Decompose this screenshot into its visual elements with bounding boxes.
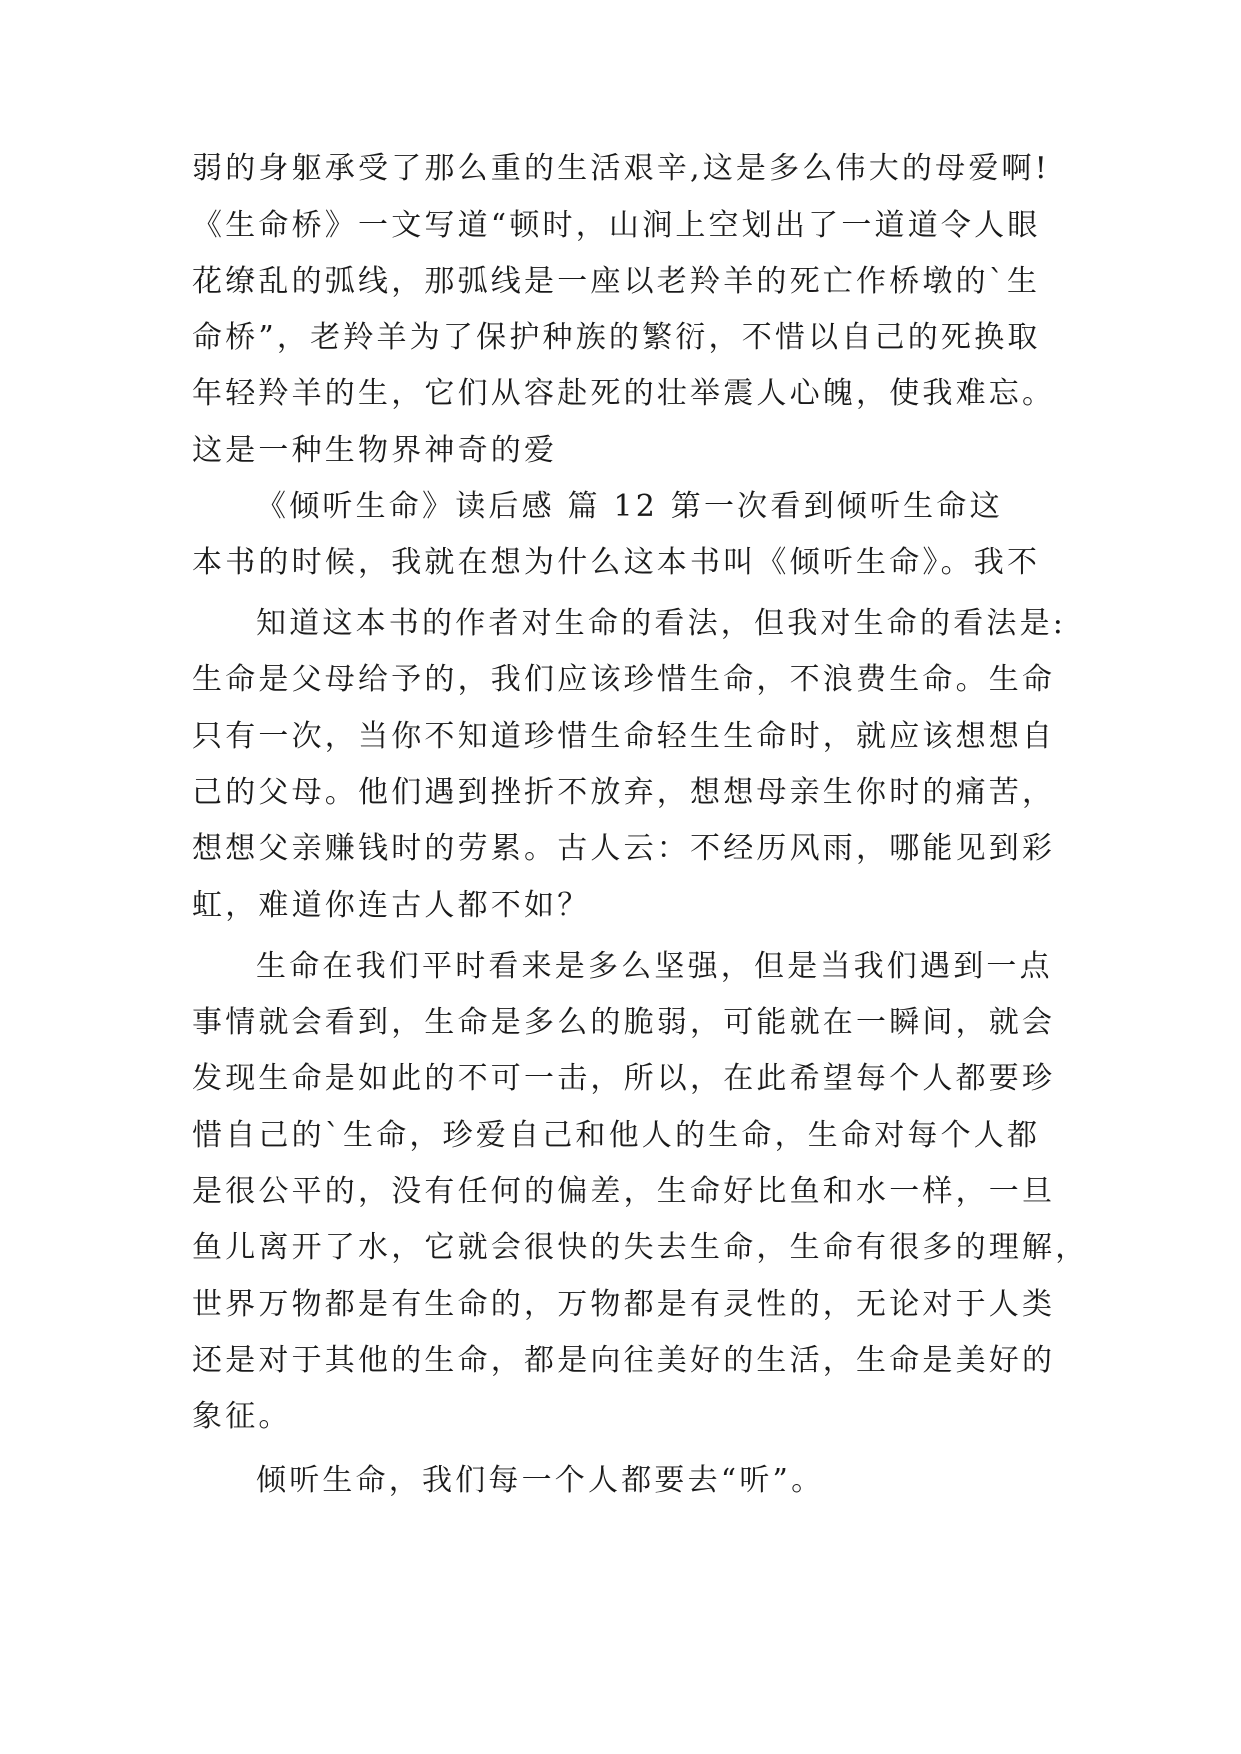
text-line: 惜自己的`生命，珍爱自己和他人的生命，生命对每个人都	[192, 1118, 1041, 1153]
text-line: 这是一种生物界神奇的爱	[192, 433, 558, 468]
text-line: 年轻羚羊的生，它们从容赴死的壮举震人心魄，使我难忘。	[192, 376, 1056, 411]
text-line: 还是对于其他的生命，都是向往美好的生活，生命是美好的	[192, 1343, 1056, 1378]
text-line: 己的父母。他们遇到挫折不放弃，想想母亲生你时的痛苦，	[192, 775, 1056, 810]
text-line: 知道这本书的作者对生命的看法，但我对生命的看法是:	[256, 606, 1067, 641]
text-line: 象征。	[192, 1399, 292, 1434]
text-line: 只有一次，当你不知道珍惜生命轻生生命时，就应该想想自	[192, 719, 1056, 754]
text-line: 想想父亲赚钱时的劳累。古人云：不经历风雨，哪能见到彩	[192, 831, 1056, 866]
text-line: 花缭乱的弧线，那弧线是一座以老羚羊的死亡作桥墩的`生	[192, 264, 1041, 299]
text-line: 事情就会看到，生命是多么的脆弱，可能就在一瞬间，就会	[192, 1005, 1056, 1040]
text-line: 是很公平的，没有任何的偏差，生命好比鱼和水一样，一旦	[192, 1174, 1056, 1209]
text-line: 鱼儿离开了水，它就会很快的失去生命，生命有很多的理解，	[192, 1230, 1089, 1265]
text-line: 本书的时候，我就在想为什么这本书叫《倾听生命》。我不	[192, 545, 1041, 580]
text-line: 世界万物都是有生命的，万物都是有灵性的，无论对于人类	[192, 1287, 1056, 1322]
text-line: 命桥”，老羚羊为了保护种族的繁衍，不惜以自己的死换取	[192, 320, 1041, 355]
text-line: 倾听生命，我们每一个人都要去“听”。	[256, 1463, 825, 1498]
text-line: 生命是父母给予的，我们应该珍惜生命，不浪费生命。生命	[192, 662, 1056, 697]
text-line: 虹，难道你连古人都不如？	[192, 888, 591, 923]
section-heading-line: 《倾听生命》读后感 篇 12 第一次看到倾听生命这	[256, 489, 1003, 524]
text-line: 弱的身躯承受了那么重的生活艰辛,这是多么伟大的母爱啊!	[192, 151, 1050, 186]
text-line: 发现生命是如此的不可一击，所以，在此希望每个人都要珍	[192, 1061, 1056, 1096]
text-line: 《生命桥》一文写道“顿时，山涧上空划出了一道道令人眼	[192, 208, 1041, 243]
text-line: 生命在我们平时看来是多么坚强，但是当我们遇到一点	[256, 949, 1053, 984]
